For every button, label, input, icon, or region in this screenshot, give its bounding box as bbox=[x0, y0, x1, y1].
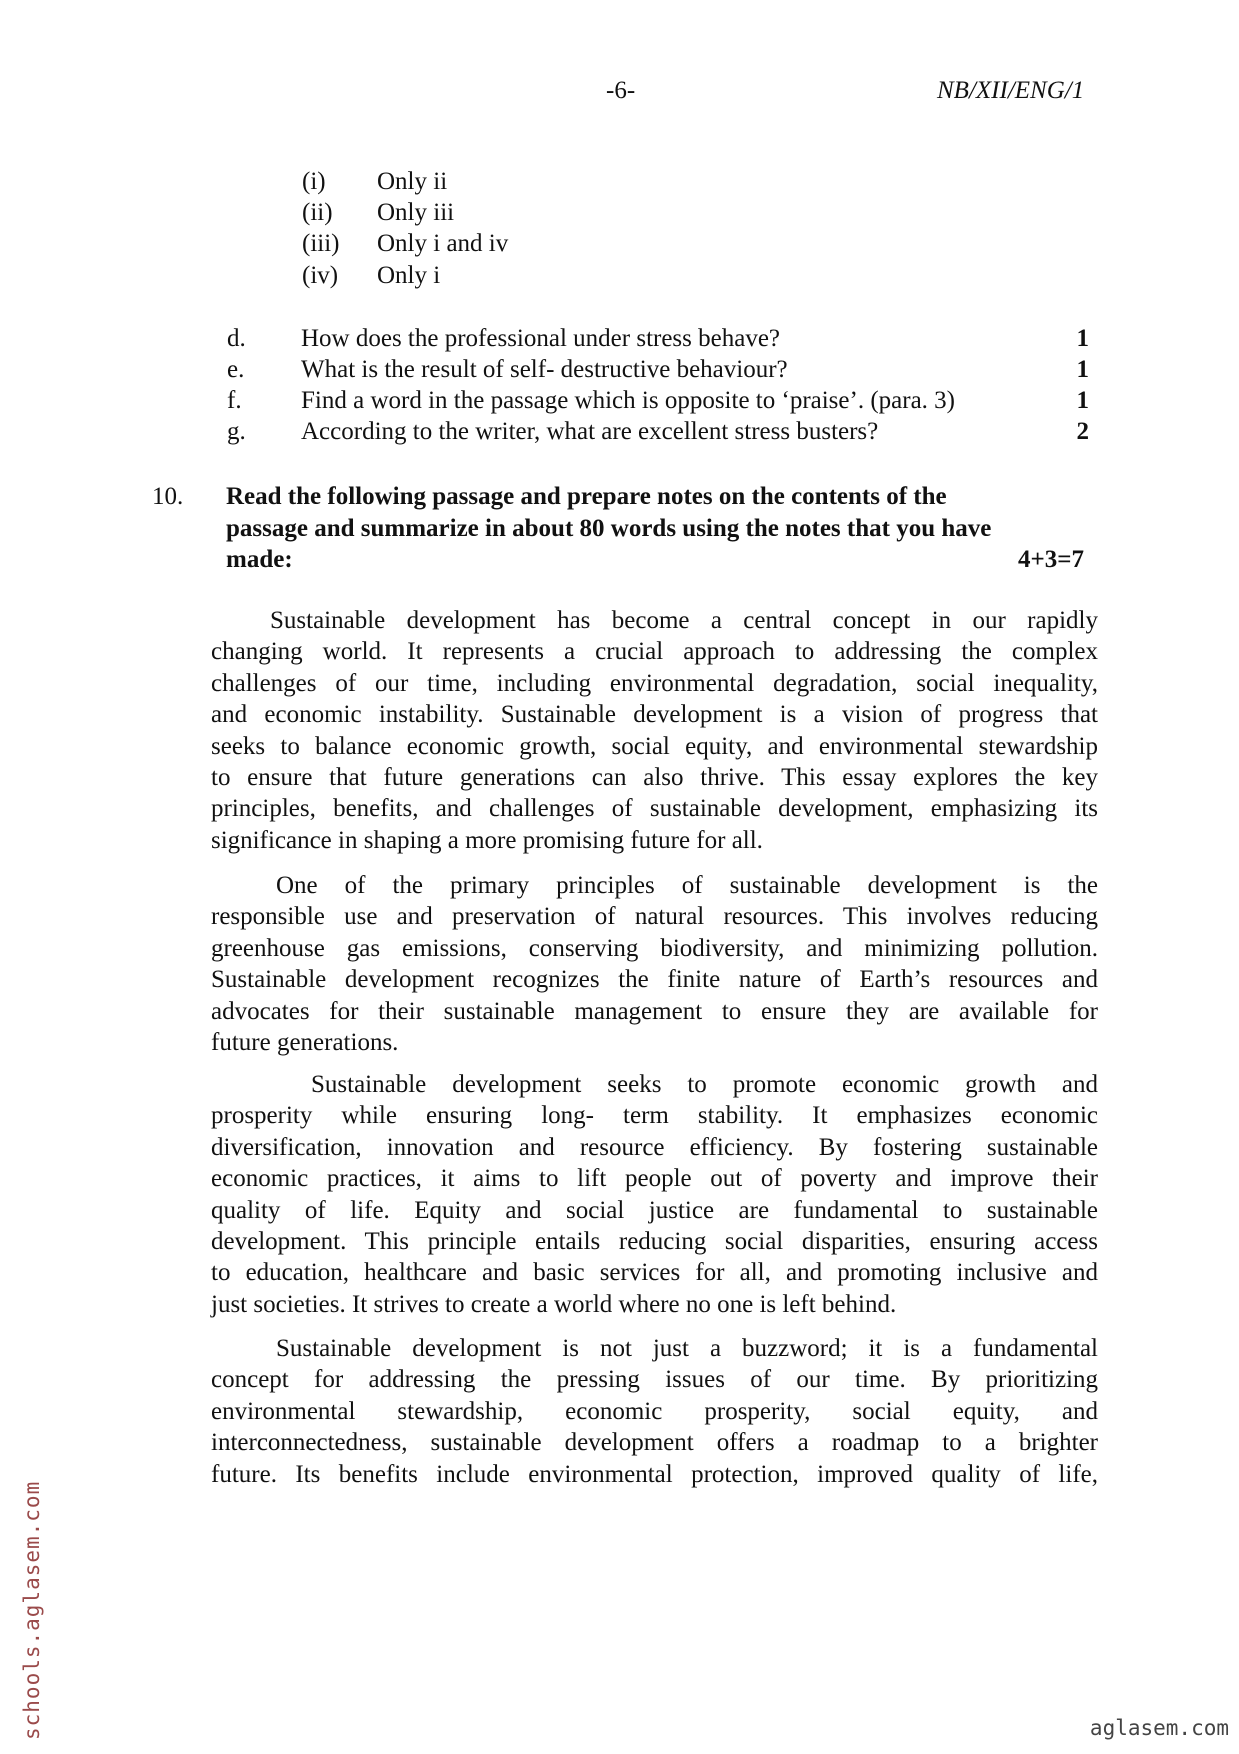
question-number: 10. bbox=[152, 483, 184, 510]
passage-line: principles, benefits, and challenges of sustainable development, emphasizing its bbox=[211, 795, 1098, 823]
passage-line: significance in shaping a more promising future for all. bbox=[211, 826, 763, 854]
passage-line: and economic instability. Sustainable development is a vision of progress that bbox=[211, 701, 1098, 729]
question-marks: 4+3=7 bbox=[1018, 546, 1084, 573]
question-label: g. bbox=[227, 418, 246, 445]
passage-paragraph bbox=[211, 1069, 1098, 1320]
passage-line: prosperity while ensuring long- term stability. It emphasizes economic bbox=[211, 1102, 1098, 1130]
question-text: Find a word in the passage which is opposite to ‘praise’. (para. 3) bbox=[301, 387, 956, 414]
passage-line: Sustainable development is not just a buzzword; it is a fundamental bbox=[276, 1335, 1098, 1362]
option-label: (ii) bbox=[302, 199, 333, 226]
option-text: Only iii bbox=[377, 199, 455, 226]
passage-line: concept for addressing the pressing issues of our time. By prioritizing bbox=[211, 1366, 1098, 1394]
question-instruction-line: passage and summarize in about 80 words using the notes that you have bbox=[226, 515, 992, 542]
passage-line: One of the primary principles of sustainable development is the bbox=[276, 872, 1098, 899]
passage-line: challenges of our time, including environmental degradation, social inequality, bbox=[211, 669, 1098, 697]
question-text: What is the result of self- destructive behaviour? bbox=[301, 356, 788, 383]
passage-line: seeks to balance economic growth, social equity, and environmental stewardship bbox=[211, 732, 1098, 760]
question-label: e. bbox=[227, 356, 245, 383]
passage-line: future generations. bbox=[211, 1028, 399, 1056]
question-text: How does the professional under stress behave? bbox=[301, 325, 781, 352]
question-marks: 1 bbox=[1076, 387, 1089, 414]
option-label: (iii) bbox=[302, 230, 340, 257]
question-label: d. bbox=[227, 325, 246, 352]
passage-line: responsible use and preservation of natural resources. This involves reducing bbox=[211, 903, 1098, 931]
side-watermark: schools.aglasem.com bbox=[20, 1480, 44, 1740]
passage-paragraph bbox=[211, 605, 1098, 856]
passage-line: environmental stewardship, economic prosperity, social equity, and bbox=[211, 1397, 1098, 1425]
question-marks: 1 bbox=[1076, 325, 1089, 352]
passage-line: to education, healthcare and basic services for all, and promoting inclusive and bbox=[211, 1259, 1098, 1287]
passage-line: advocates for their sustainable management to ensure they are available for bbox=[211, 997, 1098, 1025]
passage-paragraph bbox=[211, 870, 1098, 1058]
passage-line: interconnectedness, sustainable development offers a roadmap to a brighter bbox=[211, 1429, 1098, 1457]
passage-line: diversification, innovation and resource efficiency. By fostering sustainable bbox=[211, 1133, 1098, 1161]
paper-code: NB/XII/ENG/1 bbox=[937, 77, 1085, 104]
question-text: According to the writer, what are excellent stress busters? bbox=[301, 418, 879, 445]
passage-line: Sustainable development seeks to promote economic growth and bbox=[311, 1071, 1098, 1098]
passage-line: Sustainable development has become a central concept in our rapidly bbox=[270, 607, 1098, 634]
passage-line: Sustainable development recognizes the finite nature of Earth’s resources and bbox=[211, 966, 1098, 994]
passage-line: quality of life. Equity and social justice are fundamental to sustainable bbox=[211, 1196, 1098, 1224]
question-marks: 2 bbox=[1076, 418, 1089, 445]
passage-line: economic practices, it aims to lift people out of poverty and improve their bbox=[211, 1165, 1098, 1193]
option-label: (iv) bbox=[302, 262, 339, 289]
question-instruction-line: Read the following passage and prepare notes on the contents of the bbox=[226, 483, 947, 510]
page-number: -6- bbox=[606, 77, 636, 104]
option-label: (i) bbox=[302, 168, 326, 195]
passage-line: future. Its benefits include environmental protection, improved quality of life, bbox=[211, 1460, 1098, 1488]
passage-paragraph bbox=[211, 1333, 1098, 1490]
option-text: Only i bbox=[377, 262, 441, 289]
footer-watermark: aglasem.com bbox=[1089, 1716, 1229, 1740]
passage-line: to ensure that future generations can also thrive. This essay explores the key bbox=[211, 763, 1098, 791]
question-label: f. bbox=[227, 387, 242, 414]
option-text: Only i and iv bbox=[377, 230, 509, 257]
question-instruction-line: made: bbox=[226, 546, 293, 573]
passage-line: changing world. It represents a crucial approach to addressing the complex bbox=[211, 638, 1098, 666]
question-marks: 1 bbox=[1076, 356, 1089, 383]
passage-line: development. This principle entails reducing social disparities, ensuring access bbox=[211, 1227, 1098, 1255]
passage-line: just societies. It strives to create a world where no one is left behind. bbox=[211, 1290, 897, 1318]
option-text: Only ii bbox=[377, 168, 448, 195]
passage-line: greenhouse gas emissions, conserving biodiversity, and minimizing pollution. bbox=[211, 934, 1098, 962]
